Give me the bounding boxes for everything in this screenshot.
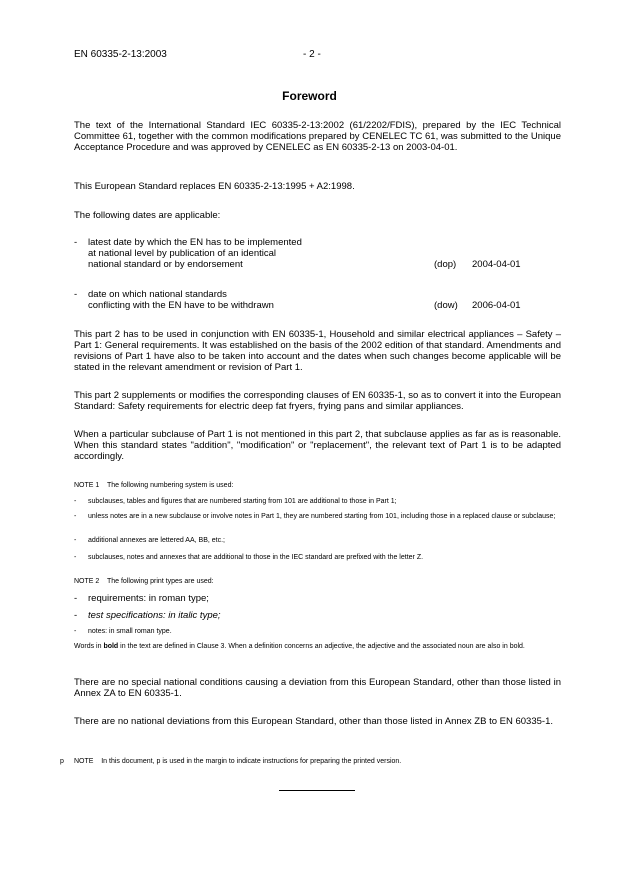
paragraph-national-deviations xyxy=(74,716,561,727)
bold-word: bold xyxy=(103,643,119,650)
paragraph-conjunction xyxy=(74,329,561,373)
paragraph-text: There are no special national conditions causing a deviation from this European Standard, other than those listed in Annex ZA to EN 60335-1. xyxy=(74,677,561,699)
paragraph-text: When a particular subclause of Part 1 is not mentioned in this part 2, that subclause applies as far as is reasonable. When this standard states "addition", "modification" or "replacement", the relevant text of Part 1 is to be adapted accordingly. xyxy=(74,429,561,462)
note-label: NOTE 1 xyxy=(74,482,100,489)
note-item-text: additional annexes are lettered AA, BB, etc.; xyxy=(88,537,225,544)
date-value: 2006-04-01 xyxy=(472,300,521,311)
paragraph-text: There are no national deviations from this European Standard, other than those listed in Annex ZB to EN 60335-1. xyxy=(74,716,553,727)
paragraph-special-conditions xyxy=(74,677,561,699)
note-intro: The following numbering system is used: xyxy=(106,482,234,489)
date-item-line: latest date by which the EN has to be implemented xyxy=(88,237,302,248)
date-item-line: conflicting with the EN have to be withdrawn xyxy=(88,300,274,311)
note-item-text: subclauses, notes and annexes that are additional to those in the IEC standard are prefixed with the letter Z. xyxy=(88,554,424,561)
date-item-line: date on which national standards xyxy=(88,289,227,300)
paragraph-text: This European Standard replaces EN 60335-2-13:1995 + A2:1998. xyxy=(74,181,355,192)
note-item-text: subclauses, tables and figures that are numbered starting from 101 are additional to those in Part 1; xyxy=(88,498,397,505)
section-title: Foreword xyxy=(282,89,337,103)
note-label: NOTE xyxy=(74,758,94,765)
paragraph-replaces xyxy=(74,181,561,192)
final-note xyxy=(74,758,401,765)
paragraph-text: This part 2 has to be used in conjunction with EN 60335-1, Household and similar electrical appliances – Safety – Part 1: General requirements. It was established on the basis of the 2002 edition of that standard. Amendments and revisions of Part 1 have also to be taken into account and the dates when such changes become applicable will be stated in the relevant amendment or revision of Part 1. xyxy=(74,329,561,373)
end-rule xyxy=(279,790,355,791)
margin-marker: p xyxy=(60,758,64,765)
note2-bold-definition: Words in bold in the text are defined in Clause 3. When a definition concerns an adjective, the adjective and the associated noun are also in bold. xyxy=(74,643,525,650)
note-intro: The following print types are used: xyxy=(106,578,214,585)
paragraph-intro xyxy=(74,120,561,153)
list-dash: - xyxy=(74,289,78,300)
note-item-text: test specifications: in italic type; xyxy=(88,610,221,621)
list-dash: - xyxy=(74,237,78,248)
paragraph-text: This part 2 supplements or modifies the corresponding clauses of EN 60335-1, so as to convert it into the European Standard: Safety requirements for electric deep fat fryers, frying pans and similar appliances. xyxy=(74,390,561,412)
date-item-line: at national level by publication of an identical xyxy=(88,248,277,259)
header-page-number: - 2 - xyxy=(303,49,321,60)
date-value: 2004-04-01 xyxy=(472,259,521,270)
note-item-text: unless notes are in a new subclause or involve notes in Part 1, they are numbered starting from 101, including those in a replaced clause or subclause; xyxy=(88,513,556,520)
note-item-text: notes: in small roman type. xyxy=(88,628,172,635)
date-item-line: national standard or by endorsement xyxy=(88,259,243,270)
note-label: NOTE 2 xyxy=(74,578,100,585)
paragraph-supplements xyxy=(74,390,561,412)
note-item-text: requirements: in roman type; xyxy=(88,593,209,604)
date-code: (dop) xyxy=(434,259,457,270)
paragraph-text: The following dates are applicable: xyxy=(74,210,221,221)
paragraph-subclause xyxy=(74,429,561,462)
note-text: In this document, p is used in the margin to indicate instructions for preparing the printed version. xyxy=(101,758,402,765)
note2-intro xyxy=(74,577,561,586)
header-doc-id: EN 60335-2-13:2003 xyxy=(74,49,167,60)
document-page: EN 60335-2-13:2003 - 2 - Foreword The text of the International Standard IEC 60335-2-13:2002 (61/2202/FDIS), prepared by the IEC Technical Committee 61, together with the common modifications prepared by CENELEC TC 61, was submitted to the Unique Acceptance Procedure and was approved by CENELEC as EN 60335-2-13 on 2003-04-01. This European Standard replaces EN 60335-2-13:1995 + A2:1998. The following dates are applicable: - latest date by which the EN has to be implemented at national level by publication of an identical national standard or by endorsement (dop) 2004-04-01 - date on which national standards conflicting with the EN have to be withdrawn (dow) 2006-04-01 This part 2 has to be used in conjunction with EN 60335-1, Household and similar electrical appliances – Safety – Part 1: General requirements. It was established on the basis of the 2002 edition of that standard. Amendments and revisions of Part 1 have also to be taken into account and the dates when such changes become applicable will be stated in the relevant amendment or revision of Part 1. This part 2 supplements or modifies the corresponding clauses of EN 60335-1, so as to convert it into the European Standard: Safety requirements for electric deep fat fryers, frying pans and similar appliances. When a particular subclause of Part 1 is not mentioned in this part 2, that subclause applies as far as is reasonable. When this standard states "addition", "modification" or "replacement", the relevant text of Part 1 is to be adapted accordingly. NOTE 1 The following numbering system is used: - subclauses, tables and figures that are numbered starting from 101 are additional to those in Part 1; - unless notes are in a new subclause or involve notes in Part 1, they are numbered starting from 101, including those in a replaced clause or subclause; - additional annexes are lettered AA, BB, etc.; - subclauses, notes and annexes that are additional to those in the IEC standard are prefixed with the letter Z. NOTE 2 The following print types are used: - requirements: in roman type; - test specifications: in italic type; - notes: in small roman type. Words in bold in the text are defined in Clause 3. When a definition concerns an adjective, the adjective and the associated noun are also in bold. There are no special national conditions causing a deviation from this European Standard, other than those listed in Annex ZA to EN 60335-1. There are no national deviations from this European Standard, other than those listed in Annex ZB to EN 60335-1. p NOTE In this document, p is used in the margin to indicate instructions for preparing the printed version. xyxy=(0,0,619,877)
paragraph-dates-intro xyxy=(74,210,561,221)
date-code: (dow) xyxy=(434,300,458,311)
note1-intro xyxy=(74,481,561,490)
paragraph-text: The text of the International Standard IEC 60335-2-13:2002 (61/2202/FDIS), prepared by the IEC Technical Committee 61, together with the common modifications prepared by CENELEC TC 61, was submitted to the Unique Acceptance Procedure and was approved by CENELEC as EN 60335-2-13 on 2003-04-01. xyxy=(74,120,561,153)
